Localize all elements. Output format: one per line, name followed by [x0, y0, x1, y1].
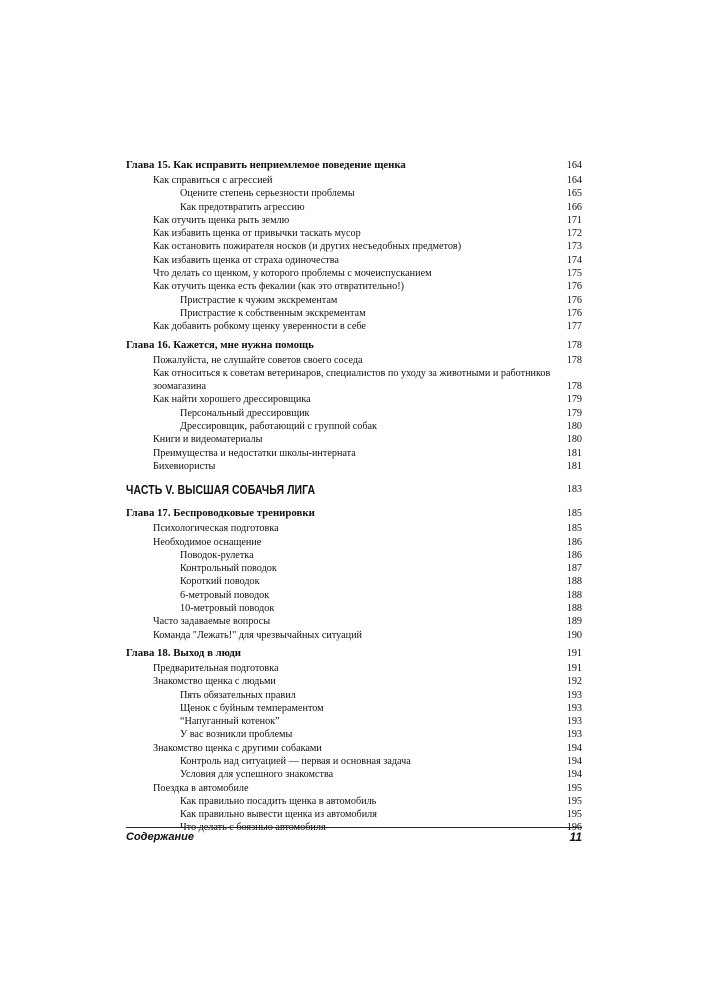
- toc-entry-title: Пожалуйста, не слушайте советов своего соседа: [153, 354, 363, 366]
- toc-subsection-entry: [126, 562, 582, 575]
- toc-entry-title: Персональный дрессировщик: [180, 407, 310, 419]
- toc-subsection-entry: [126, 795, 582, 808]
- table-of-contents: [126, 157, 582, 835]
- toc-entry-page: 191: [566, 647, 582, 659]
- toc-subsection-entry: [126, 187, 582, 200]
- toc-subsection-entry: [126, 575, 582, 588]
- toc-entry-page: 164: [566, 160, 582, 171]
- toc-entry-page: 178: [566, 354, 582, 366]
- toc-entry-title: Как предотвратить агрессию: [180, 201, 305, 213]
- toc-entry-title: Как избавить щенка от страха одиночества: [153, 254, 339, 266]
- toc-entry-title: Глава 15. Как исправить неприемлемое поведение щенка: [126, 159, 406, 171]
- toc-subsection-entry: [126, 549, 582, 562]
- toc-entry-page: 177: [566, 321, 582, 333]
- toc-entry-page: 181: [566, 460, 582, 472]
- toc-entry-page: 175: [566, 268, 582, 280]
- toc-entry-title: Книги и видеоматериалы: [153, 434, 263, 446]
- toc-section-entry: [126, 742, 582, 755]
- toc-entry-page: 187: [566, 563, 582, 575]
- toc-entry-page: 179: [566, 407, 582, 419]
- toc-chapter-heading: [126, 337, 582, 354]
- toc-entry-title: 10-метровый поводок: [180, 603, 275, 615]
- toc-section-entry: [126, 675, 582, 688]
- toc-entry-title: Контрольный поводок: [180, 563, 277, 575]
- toc-section-entry: [126, 782, 582, 795]
- toc-entry-page: 195: [566, 782, 582, 794]
- toc-entry-title: Оцените степень серьезности проблемы: [180, 188, 355, 200]
- toc-subsection-entry: [126, 689, 582, 702]
- toc-entry-title: Знакомство щенка с другими собаками: [153, 742, 322, 754]
- toc-entry-title: Пристрастие к чужим экскрементам: [180, 294, 338, 306]
- toc-entry-title: Как остановить пожирателя носков (и других несъедобных предметов): [153, 241, 462, 253]
- toc-entry-page: 180: [566, 434, 582, 446]
- toc-entry-title: Как справиться с агрессией: [153, 175, 273, 186]
- toc-subsection-entry: [126, 602, 582, 615]
- toc-entry-title: Преимущества и недостатки школы-интерната: [153, 447, 356, 459]
- toc-entry-page: 176: [566, 294, 582, 306]
- toc-entry-page: 176: [566, 307, 582, 319]
- toc-entry-title: Как найти хорошего дрессировщика: [153, 394, 311, 406]
- toc-entry-title: Глава 17. Беспроводковые тренировки: [126, 507, 315, 520]
- toc-entry-title: Как правильно вывести щенка из автомобиля: [180, 809, 377, 821]
- toc-entry-page: 179: [566, 394, 582, 406]
- toc-subsection-entry: [126, 821, 582, 834]
- toc-entry-title: Команда "Лежать!" для чрезвычайных ситуаций: [153, 629, 363, 641]
- toc-entry-title: Как относиться к советам ветеринаров, специалистов по уходу за животными и работников зоомагазина: [153, 367, 551, 393]
- toc-section-entry: [126, 240, 582, 253]
- toc-entry-title: Как правильно посадить щенка в автомобиль: [180, 795, 377, 807]
- toc-section-entry: [126, 367, 582, 394]
- toc-section-entry: [126, 460, 582, 473]
- toc-section-entry: [126, 320, 582, 333]
- toc-section-entry: [126, 433, 582, 446]
- toc-entry-title: Глава 18. Выход в люди: [126, 646, 242, 659]
- toc-entry-page: 186: [566, 536, 582, 548]
- toc-entry-page: 171: [566, 214, 582, 226]
- toc-entry-page: 189: [566, 616, 582, 628]
- toc-section-entry: [126, 662, 582, 675]
- toc-entry-page: 190: [566, 629, 582, 641]
- toc-entry-title: Дрессировщик, работающий с группой собак: [180, 421, 377, 433]
- toc-entry-page: 195: [566, 795, 582, 807]
- toc-entry-title: Знакомство щенка с людьми: [153, 676, 276, 688]
- toc-section-entry: [126, 447, 582, 460]
- toc-entry-title: Пристрастие к собственным экскрементам: [180, 307, 366, 319]
- toc-entry-page: 186: [566, 549, 582, 561]
- toc-entry-title: Необходимое оснащение: [153, 536, 262, 548]
- toc-entry-title: Бихевиористы: [153, 460, 216, 472]
- toc-entry-page: 174: [566, 254, 582, 266]
- toc-entry-title: У вас возникли проблемы: [180, 729, 293, 741]
- toc-section-entry: [126, 354, 582, 367]
- toc-entry-page: 194: [566, 769, 582, 781]
- toc-entry-title: Пять обязательных правил: [180, 689, 296, 701]
- toc-subsection-entry: [126, 728, 582, 741]
- toc-entry-title: Психологическая подготовка: [153, 523, 279, 535]
- toc-entry-page: 194: [566, 755, 582, 767]
- toc-entry-title: Глава 16. Кажется, мне нужна помощь: [126, 338, 314, 351]
- footer-section-title: Содержание: [126, 831, 194, 843]
- toc-entry-title: ЧАСТЬ V. ВЫСШАЯ СОБАЧЬЯ ЛИГА: [126, 482, 316, 498]
- toc-chapter-heading: [126, 157, 582, 174]
- toc-entry-title: Предварительная подготовка: [153, 662, 279, 674]
- toc-subsection-entry: [126, 294, 582, 307]
- toc-entry-title: Как отучить щенка рыть землю: [153, 214, 290, 226]
- toc-entry-page: 178: [566, 339, 582, 351]
- toc-entry-page: 176: [566, 281, 582, 293]
- toc-entry-page: 194: [566, 742, 582, 754]
- toc-entry-title: 6-метровый поводок: [180, 589, 270, 601]
- toc-subsection-entry: [126, 702, 582, 715]
- toc-entry-page: 181: [566, 447, 582, 459]
- toc-entry-title: Что делать с боязнью автомобиля: [180, 822, 326, 834]
- toc-entry-page: 164: [566, 175, 582, 186]
- footer-page-number: 11: [569, 830, 582, 844]
- toc-entry-page: 193: [566, 729, 582, 741]
- toc-part-heading: [126, 478, 582, 502]
- toc-subsection-entry: [126, 808, 582, 821]
- toc-entry-page: 185: [566, 508, 582, 520]
- toc-entry-page: 173: [566, 241, 582, 253]
- toc-entry-page: 188: [566, 589, 582, 601]
- toc-chapter-heading: [126, 645, 582, 662]
- toc-section-entry: [126, 174, 582, 187]
- toc-entry-page: 165: [566, 188, 582, 200]
- toc-section-entry: [126, 280, 582, 293]
- toc-entry-title: Контроль над ситуацией — первая и основная задача: [180, 755, 411, 767]
- toc-entry-page: 193: [566, 689, 582, 701]
- toc-entry-title: Что делать со щенком, у которого проблемы с мочеиспусканием: [153, 268, 432, 280]
- toc-entry-page: 172: [566, 228, 582, 240]
- toc-entry-page: 191: [566, 662, 582, 674]
- toc-entry-page: 196: [566, 822, 582, 834]
- toc-section-entry: [126, 522, 582, 535]
- toc-subsection-entry: [126, 755, 582, 768]
- toc-section-entry: [126, 254, 582, 267]
- toc-section-entry: [126, 227, 582, 240]
- toc-section-entry: [126, 615, 582, 628]
- toc-entry-title: Как добавить робкому щенку уверенности в себе: [153, 321, 366, 333]
- toc-entry-page: 192: [566, 676, 582, 688]
- toc-subsection-entry: [126, 715, 582, 728]
- toc-section-entry: [126, 536, 582, 549]
- toc-subsection-entry: [126, 420, 582, 433]
- toc-entry-title: Часто задаваемые вопросы: [153, 616, 271, 628]
- toc-section-entry: [126, 214, 582, 227]
- toc-entry-page: 193: [566, 702, 582, 714]
- toc-section-entry: [126, 267, 582, 280]
- toc-entry-page: 188: [566, 603, 582, 615]
- toc-chapter-heading: [126, 505, 582, 522]
- footer-divider: [126, 827, 582, 828]
- toc-entry-title: Короткий поводок: [180, 576, 260, 588]
- toc-entry-page: 183: [566, 484, 582, 496]
- toc-entry-page: 166: [566, 201, 582, 213]
- toc-entry-title: Как отучить щенка есть фекалии (как это отвратительно!): [153, 281, 405, 293]
- toc-subsection-entry: [126, 201, 582, 214]
- toc-entry-title: Поездка в автомобиле: [153, 782, 249, 794]
- toc-entry-page: 180: [566, 421, 582, 433]
- toc-entry-title: Щенок с буйным темпераментом: [180, 702, 324, 714]
- toc-entry-page: 193: [566, 716, 582, 728]
- toc-entry-page: 188: [566, 576, 582, 588]
- toc-subsection-entry: [126, 589, 582, 602]
- toc-entry-page: 185: [566, 523, 582, 535]
- toc-entry-title: Как избавить щенка от привычки таскать мусор: [153, 228, 361, 240]
- toc-section-entry: [126, 629, 582, 642]
- toc-entry-title: Поводок-рулетка: [180, 549, 254, 561]
- toc-entry-title: “Напуганный котенок”: [180, 716, 280, 728]
- toc-subsection-entry: [126, 407, 582, 420]
- toc-entry-page: 195: [566, 809, 582, 821]
- toc-section-entry: [126, 393, 582, 406]
- toc-entry-title: Условия для успешного знакомства: [180, 769, 334, 781]
- toc-entry-page: 178: [566, 381, 582, 393]
- toc-subsection-entry: [126, 307, 582, 320]
- toc-subsection-entry: [126, 768, 582, 781]
